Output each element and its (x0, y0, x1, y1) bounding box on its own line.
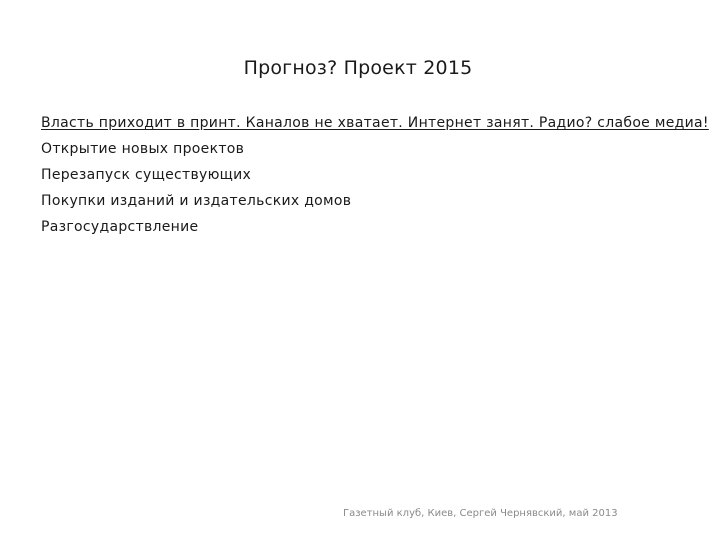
bullet-item: Разгосударствление (41, 219, 199, 235)
bullet-item: Перезапуск существующих (41, 167, 252, 183)
bullet-item: Власть приходит в принт. Каналов не хватает. Интернет занят. Радио? слабое медиа! (41, 115, 709, 131)
slide-footer: Газетный клуб, Киев, Сергей Чернявский, май 2013 (343, 508, 618, 519)
bullet-list (41, 110, 711, 240)
bullet-item: Открытие новых проектов (41, 141, 245, 157)
bullet-item: Покупки изданий и издательских домов (41, 193, 352, 209)
slide-title: Прогноз? Проект 2015 (243, 57, 473, 79)
